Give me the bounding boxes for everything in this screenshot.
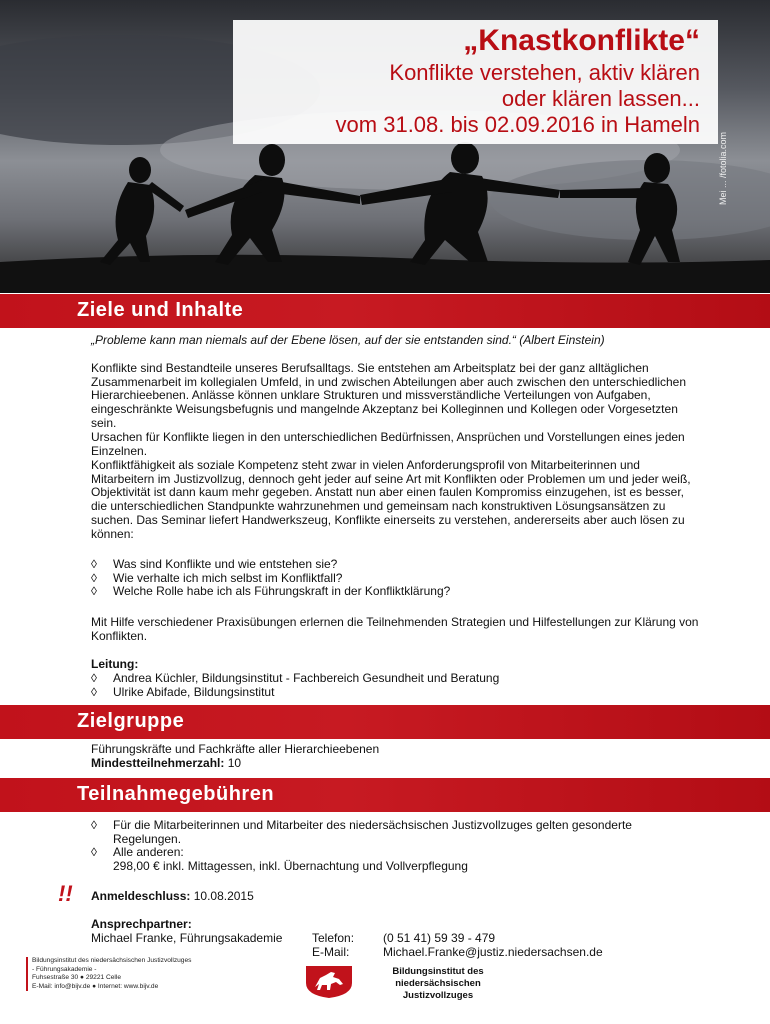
- diamond-bullet-icon: ◊: [91, 584, 97, 599]
- subtitle-line-1: Konflikte verstehen, aktiv klären: [389, 60, 700, 85]
- paragraph-1: Konflikte sind Bestandteile unseres Berufsalltags. Sie entstehen am Arbeitsplatz bei der ganz alltäglichen Zusammenarbeit im kollegialen Umfeld, in und zwischen Abteilungen aber auch zwischen den unterschiedlichen Hierarchieebenen. Anlässe können unklare Strukturen und missverständliche Verteilungen von Aufgaben, eingeschränkte Weisungsbefugnis und mangelnde Akzeptanz bei Kolleginnen und Kollegen oder Vorgesetzten sein.: [91, 361, 687, 430]
- footer-line-3: Fuhsestraße 30 ● 29221 Celle: [32, 974, 122, 982]
- mail-link[interactable]: Michael.Franke@justiz.niedersachsen.de: [383, 945, 603, 959]
- paragraph-3: Konfliktfähigkeit als soziale Kompetenz steht zwar in vielen Anforderungsprofil von Mitarbeiterinnen und Mitarbeitern im Justizvollzug, dennoch geht jeder auf seine Art mit Konflikten oder Problemen um und jeder weiß, Objektivität ist dann kaum mehr gegeben. Anstatt nun aber einen faulen Kompromiss einzugehen, ist es besser, die unterschiedlichen Standpunkte wahrzunehmen und gemeinsam nach konstruktiven Lösungsansätzen zu suchen. Das Seminar liefert Handwerkszeug, Konflikte einerseits zu verstehen, andererseits aber auch lösen zu können:: [91, 458, 691, 541]
- leitung-label: Leitung:: [91, 657, 139, 671]
- event-title: „Knastkonflikte“: [463, 24, 700, 57]
- list-item-continuation: Regelungen.: [113, 831, 182, 846]
- phone-number[interactable]: (0 51 41) 59 39 - 479: [383, 931, 496, 945]
- org-name-line-2: niedersächsischen Justizvollzuges: [395, 978, 481, 1001]
- section-heading-zielgruppe: Zielgruppe: [77, 710, 185, 732]
- diamond-bullet-icon: ◊: [91, 818, 97, 832]
- min-participants-value: 10: [227, 756, 242, 770]
- footer-address: [26, 957, 232, 991]
- list-item: ◊ Wie verhalte ich mich selbst im Konfliktfall?: [91, 570, 343, 585]
- list-item: ◊ Was sind Konflikte und wie entstehen sie?: [91, 557, 338, 571]
- contact-label: Ansprechpartner:: [91, 917, 192, 931]
- diamond-bullet-icon: ◊: [91, 570, 97, 585]
- diamond-bullet-icon: ◊: [91, 845, 97, 860]
- phone-label: Telefon:: [312, 931, 355, 945]
- paragraph-4: Mit Hilfe verschiedener Praxisübungen erlernen die Teilnehmenden Strategien und Hilfestellungen zur Klärung von Konflikten.: [91, 615, 699, 643]
- question-list: [91, 558, 450, 599]
- diamond-bullet-icon: ◊: [91, 684, 97, 699]
- mail-label: E-Mail:: [312, 945, 350, 959]
- section-heading-gebuehren: Teilnahmegebühren: [77, 783, 275, 805]
- diamond-bullet-icon: ◊: [91, 557, 97, 571]
- photo-credit: Mei ... /fotolia.com: [718, 131, 728, 205]
- section-band-gebuehren: [0, 778, 770, 812]
- list-item: ◊ Für die Mitarbeiterinnen und Mitarbeiter des niedersächsischen Justizvollzuges gelten gesonderte: [91, 818, 632, 832]
- section-band-zielgruppe: [0, 705, 770, 739]
- footer-line-4: E-Mail: info@bijv.de ● Internet: www.bijv.de: [32, 982, 159, 990]
- paragraph-2: Ursachen für Konflikte liegen in den unterschiedlichen Bedürfnissen, Ansprüchen und Vorstellungen eines jeden Einzelnen.: [91, 430, 685, 458]
- org-name: [363, 966, 513, 1002]
- diamond-bullet-icon: ◊: [91, 671, 97, 685]
- deadline-label: Anmeldeschluss:: [91, 889, 191, 903]
- list-item: ◊ Welche Rolle habe ich als Führungskraft in der Konfliktklärung?: [91, 584, 451, 599]
- footer-line-2: - Führungsakademie -: [32, 965, 97, 973]
- leitung-list: [91, 672, 499, 699]
- fees-list: [91, 819, 632, 874]
- lower-saxony-horse-logo-icon: [300, 963, 358, 999]
- min-participants-label: Mindestteilnehmerzahl:: [91, 756, 225, 770]
- list-item-continuation: 298,00 € inkl. Mittagessen, inkl. Übernachtung und Vollverpflegung: [113, 859, 468, 874]
- deadline-date: 10.08.2015: [193, 889, 254, 903]
- attention-icon: !!: [58, 881, 73, 906]
- org-name-line-1: Bildungsinstitut des: [392, 966, 484, 977]
- zielgruppe-text: Führungskräfte und Fachkräfte aller Hierarchieebenen: [91, 742, 380, 756]
- contact-name: Michael Franke, Führungsakademie: [91, 931, 283, 945]
- min-participants: [91, 757, 241, 771]
- section-heading-ziele: Ziele und Inhalte: [77, 299, 244, 321]
- event-date: vom 31.08. bis 02.09.2016 in Hameln: [335, 112, 700, 137]
- section-band-ziele: [0, 294, 770, 328]
- registration-deadline: [91, 890, 254, 904]
- list-item: ◊ Andrea Küchler, Bildungsinstitut - Fachbereich Gesundheit und Beratung: [91, 671, 500, 685]
- list-item: ◊ Alle anderen:: [91, 845, 184, 860]
- hero-photo: [0, 0, 770, 293]
- title-box: [233, 20, 718, 144]
- list-item: ◊ Ulrike Abifade, Bildungsinstitut: [91, 684, 275, 699]
- event-subtitle: [230, 60, 700, 112]
- subtitle-line-2: oder klären lassen...: [501, 86, 700, 111]
- quote: „Probleme kann man niemals auf der Ebene lösen, auf der sie entstanden sind.“ (Albert Einstein): [91, 333, 605, 347]
- footer-line-1: Bildungsinstitut des niedersächsischen Justizvollzuges: [32, 957, 192, 964]
